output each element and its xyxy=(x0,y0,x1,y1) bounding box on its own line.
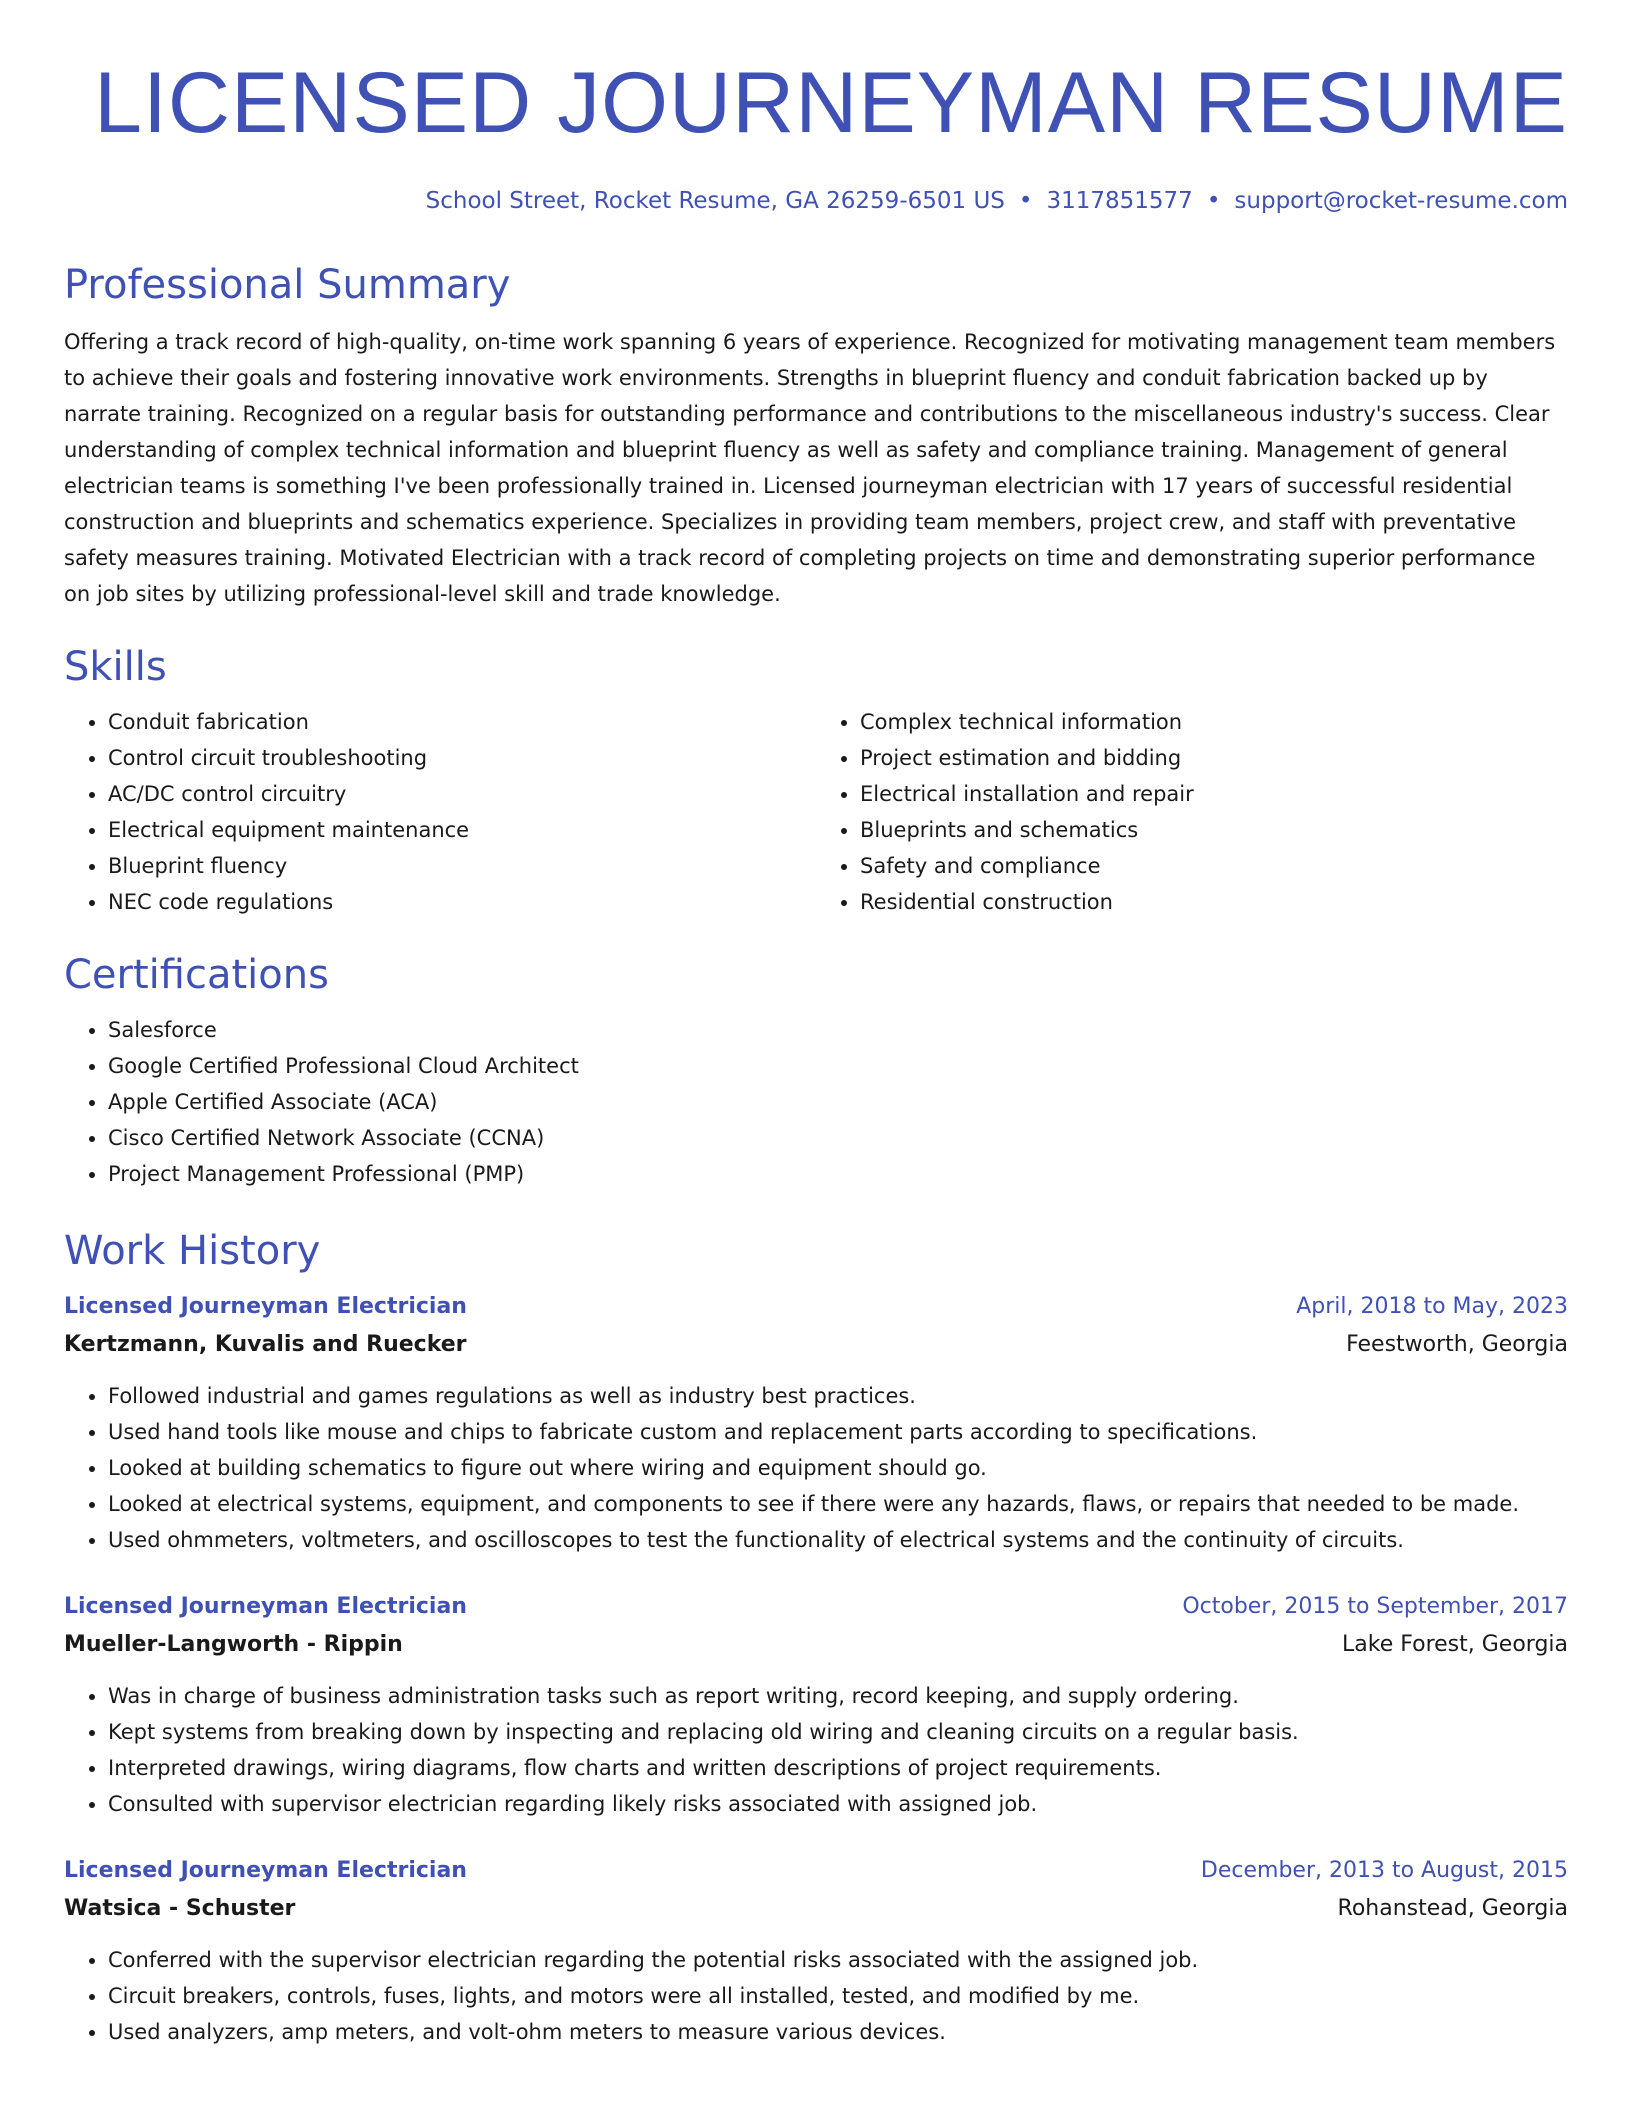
skill-item: • Electrical equipment maintenance xyxy=(108,812,816,848)
job-title: Licensed Journeyman Electrician xyxy=(64,1294,467,1319)
certifications-section xyxy=(64,950,1568,1192)
job-header-row xyxy=(64,1288,1568,1326)
job-location: Lake Forest, Georgia xyxy=(1342,1632,1568,1657)
skills-list-left xyxy=(64,704,816,920)
job-bullet: • Kept systems from breaking down by inspecting and replacing old wiring and cleaning circuits on a regular basis. xyxy=(108,1714,1568,1750)
job-title: Licensed Journeyman Electrician xyxy=(64,1858,467,1883)
skill-item: • Control circuit troubleshooting xyxy=(108,740,816,776)
job-bullets xyxy=(64,1942,1568,2050)
job-company: Kertzmann, Kuvalis and Ruecker xyxy=(64,1332,467,1357)
skill-item: • Safety and compliance xyxy=(860,848,1568,884)
job-bullet: • Conferred with the supervisor electrician regarding the potential risks associated with the assigned job. xyxy=(108,1942,1568,1978)
skill-item: • AC/DC control circuitry xyxy=(108,776,816,812)
job-dates: October, 2015 to September, 2017 xyxy=(1182,1594,1568,1619)
job-bullet: • Used analyzers, amp meters, and volt-ohm meters to measure various devices. xyxy=(108,2014,1568,2050)
skills-list-right xyxy=(816,704,1568,920)
job-company-row xyxy=(64,1626,1568,1664)
job-company-row xyxy=(64,1890,1568,1928)
certifications-list xyxy=(64,1012,1568,1192)
job-location: Feestworth, Georgia xyxy=(1346,1332,1568,1357)
job-bullets xyxy=(64,1678,1568,1822)
skill-item: • Blueprint fluency xyxy=(108,848,816,884)
job-company: Watsica - Schuster xyxy=(64,1896,296,1921)
job-bullet: • Interpreted drawings, wiring diagrams, flow charts and written descriptions of project requirements. xyxy=(108,1750,1568,1786)
skills-heading: Skills xyxy=(64,644,167,690)
job-title: Licensed Journeyman Electrician xyxy=(64,1594,467,1619)
contact-email[interactable]: support@rocket-resume.com xyxy=(1234,188,1568,214)
contact-separator: • xyxy=(1206,188,1221,214)
skill-item: • Project estimation and bidding xyxy=(860,740,1568,776)
job-header-row xyxy=(64,1588,1568,1626)
contact-address: School Street, Rocket Resume, GA 26259-6501 US xyxy=(425,188,1005,214)
job-company-row xyxy=(64,1326,1568,1364)
skill-item: • Conduit fabrication xyxy=(108,704,816,740)
certification-item: • Project Management Professional (PMP) xyxy=(108,1156,1568,1192)
job-bullet: • Looked at building schematics to figure out where wiring and equipment should go. xyxy=(108,1450,1568,1486)
job-entry xyxy=(64,1588,1568,1822)
skills-section xyxy=(64,642,1568,920)
certification-item: • Cisco Certified Network Associate (CCNA) xyxy=(108,1120,1568,1156)
job-bullet: • Followed industrial and games regulations as well as industry best practices. xyxy=(108,1378,1568,1414)
summary-text: Offering a track record of high-quality, on-time work spanning 6 years of experience. Recognized for motivating management team members to achieve their goals and fostering innovative work environments. Strengths in blueprint fluency and conduit fabrication backed up by narrate training. Recognized on a regular basis for outstanding performance and contributions to the miscellaneous industry's success. Clear understanding of complex technical information and blueprint fluency as well as safety and compliance training. Management of general electrician teams is something I've been professionally trained in. Licensed journeyman electrician with 17 years of successful residential construction and blueprints and schematics experience. Specializes in providing team members, project crew, and staff with preventative safety measures training. Motivated Electrician with a track record of completing projects on time and demonstrating superior performance on job sites by utilizing professional-level skill and trade knowledge. xyxy=(64,330,1556,606)
work-history-section xyxy=(64,1226,1568,2050)
job-dates: December, 2013 to August, 2015 xyxy=(1200,1858,1568,1883)
job-entry xyxy=(64,1852,1568,2050)
skill-item: • Residential construction xyxy=(860,884,1568,920)
job-bullet: • Was in charge of business administration tasks such as report writing, record keeping, and supply ordering. xyxy=(108,1678,1568,1714)
work-history-heading: Work History xyxy=(64,1228,321,1274)
job-bullet: • Used hand tools like mouse and chips to fabricate custom and replacement parts according to specifications. xyxy=(108,1414,1568,1450)
summary-heading: Professional Summary xyxy=(64,262,511,308)
resume-title: LICENSED JOURNEYMAN RESUME xyxy=(94,55,1568,151)
job-location: Rohanstead, Georgia xyxy=(1337,1896,1568,1921)
skill-item: • Electrical installation and repair xyxy=(860,776,1568,812)
job-entry xyxy=(64,1288,1568,1558)
job-header-row xyxy=(64,1852,1568,1890)
job-bullets xyxy=(64,1378,1568,1558)
skill-item: • Complex technical information xyxy=(860,704,1568,740)
resume-page xyxy=(64,0,1568,2050)
certification-item: • Apple Certified Associate (ACA) xyxy=(108,1084,1568,1120)
skill-item: • NEC code regulations xyxy=(108,884,816,920)
job-bullet: • Circuit breakers, controls, fuses, lights, and motors were all installed, tested, and modified by me. xyxy=(108,1978,1568,2014)
certifications-heading: Certifications xyxy=(64,952,329,998)
job-bullet: • Used ohmmeters, voltmeters, and oscilloscopes to test the functionality of electrical systems and the continuity of circuits. xyxy=(108,1522,1568,1558)
certification-item: • Salesforce xyxy=(108,1012,1568,1048)
skill-item: • Blueprints and schematics xyxy=(860,812,1568,848)
skills-grid xyxy=(64,704,1568,920)
summary-section xyxy=(64,260,1568,612)
job-bullet: • Consulted with supervisor electrician regarding likely risks associated with assigned job. xyxy=(108,1786,1568,1822)
contact-separator: • xyxy=(1018,188,1033,214)
certification-item: • Google Certified Professional Cloud Architect xyxy=(108,1048,1568,1084)
resume-header xyxy=(64,0,1568,216)
job-bullet: • Looked at electrical systems, equipment, and components to see if there were any hazards, flaws, or repairs that needed to be made. xyxy=(108,1486,1568,1522)
contact-line xyxy=(64,186,1568,216)
contact-phone: 3117851577 xyxy=(1046,188,1193,214)
job-company: Mueller-Langworth - Rippin xyxy=(64,1632,403,1657)
job-dates: April, 2018 to May, 2023 xyxy=(1296,1294,1568,1319)
